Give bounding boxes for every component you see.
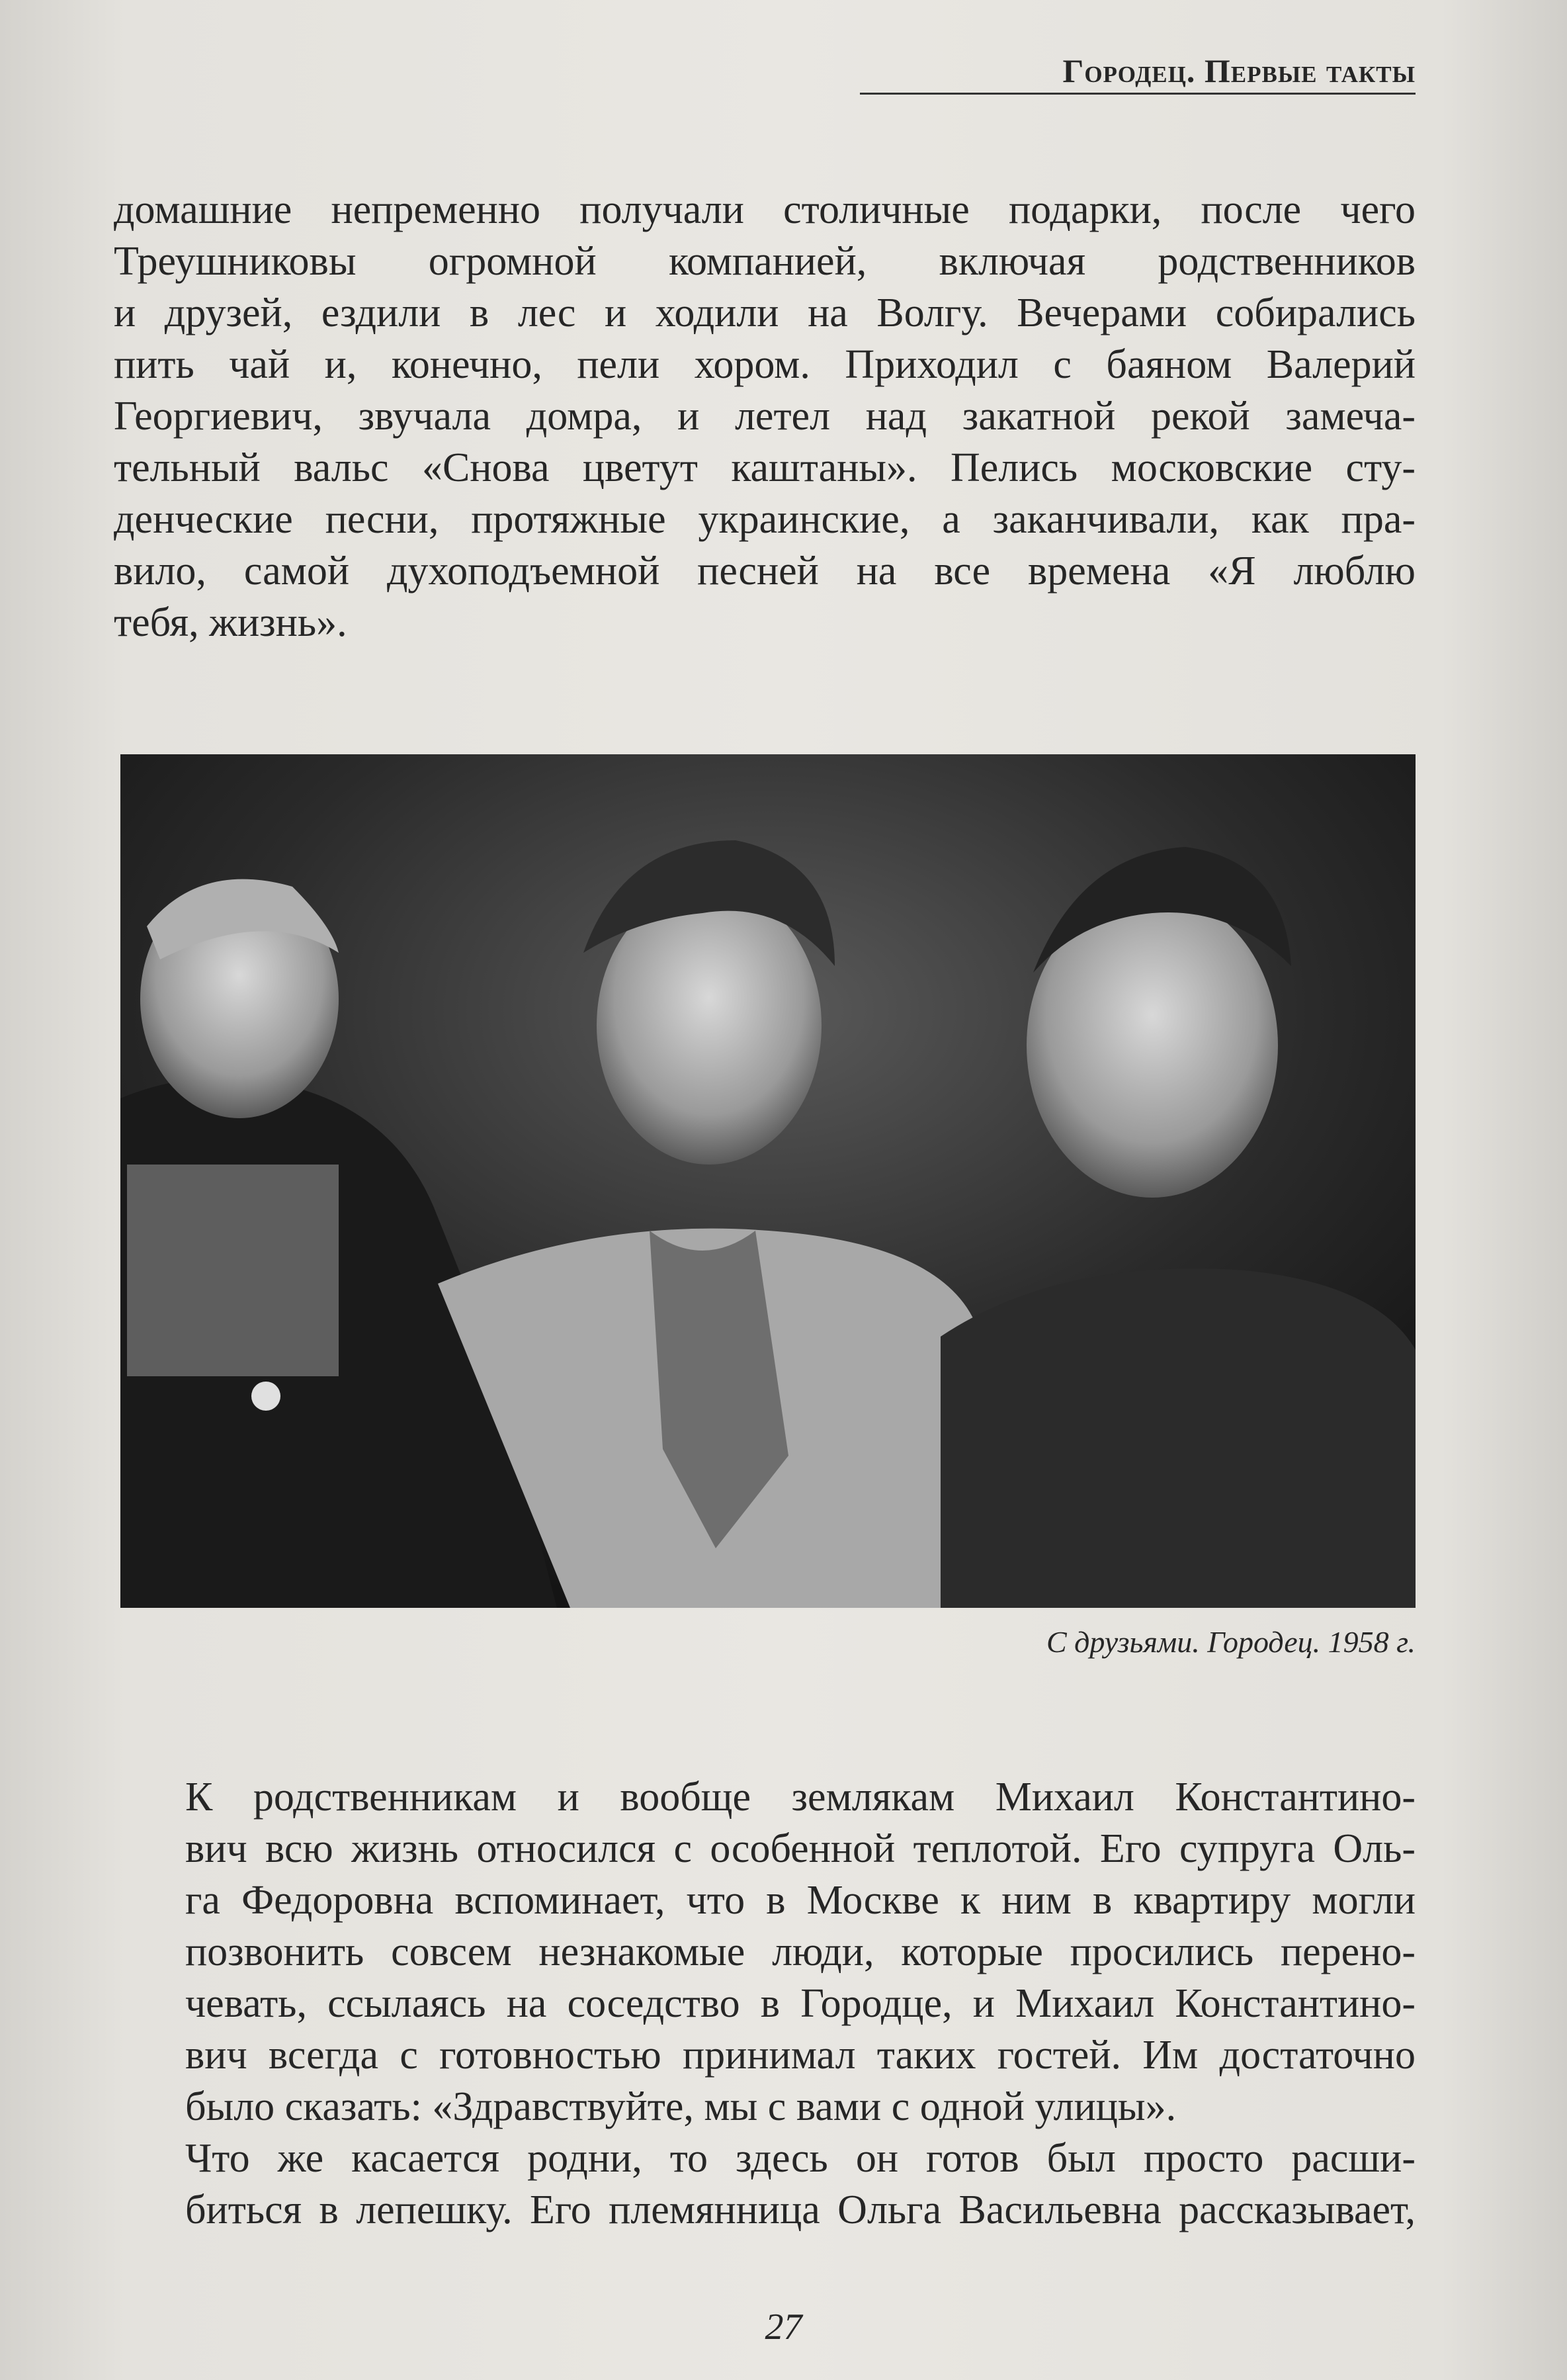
- text-line: домашние непременно получали столичные подарки, после чего: [114, 187, 1416, 232]
- top-paragraph: [114, 184, 1416, 648]
- text-line: пить чай и, конечно, пели хором. Приходил с баяном Валерий: [114, 342, 1416, 387]
- text-line: вич всю жизнь относился с особенной теплотой. Его супруга Оль-: [185, 1826, 1416, 1871]
- text-line: вич всегда с готовностью принимал таких гостей. Им достаточно: [185, 2033, 1416, 2078]
- text-line: тебя, жизнь».: [114, 600, 347, 645]
- text-line: позвонить совсем незнакомые люди, которые просились перено-: [185, 1929, 1416, 1974]
- paragraph: [114, 1771, 1416, 2133]
- text-line: и друзей, ездили в лес и ходили на Волгу. Вечерами собирались: [114, 290, 1416, 335]
- page-number: 27: [765, 2307, 802, 2348]
- running-header: Городец. Первые такты: [860, 52, 1416, 95]
- text-line: Что же касается родни, то здесь он готов был просто расши-: [185, 2136, 1416, 2181]
- text-line: Треушниковы огромной компанией, включая родственников: [114, 239, 1416, 284]
- text-line: биться в лепешку. Его племянница Ольга Васильевна рассказывает,: [185, 2187, 1416, 2232]
- text-line: га Федоровна вспоминает, что в Москве к ним в квартиру могли: [185, 1878, 1416, 1923]
- text-line: было сказать: «Здравствуйте, мы с вами с одной улицы».: [185, 2084, 1177, 2129]
- paragraph: [114, 2133, 1416, 2236]
- text-line: тельный вальс «Снова цветут каштаны». Пелись московские сту-: [114, 445, 1416, 490]
- photo-caption: С друзьями. Городец. 1958 г.: [1046, 1625, 1416, 1659]
- text-line: К родственникам и вообще землякам Михаил Константино-: [185, 1775, 1416, 1820]
- text-line: чевать, ссылаясь на соседство в Городце, и Михаил Константино-: [185, 1981, 1416, 2026]
- bottom-text: [114, 1771, 1416, 2236]
- text-line: вило, самой духоподъемной песней на все времена «Я люблю: [114, 549, 1416, 594]
- text-line: денческие песни, протяжные украинские, а заканчивали, как пра-: [114, 497, 1416, 542]
- photo-three-friends: [120, 754, 1416, 1608]
- text-line: Георгиевич, звучала домра, и летел над закатной рекой замеча-: [114, 394, 1416, 439]
- photo-illustration: [120, 754, 1416, 1608]
